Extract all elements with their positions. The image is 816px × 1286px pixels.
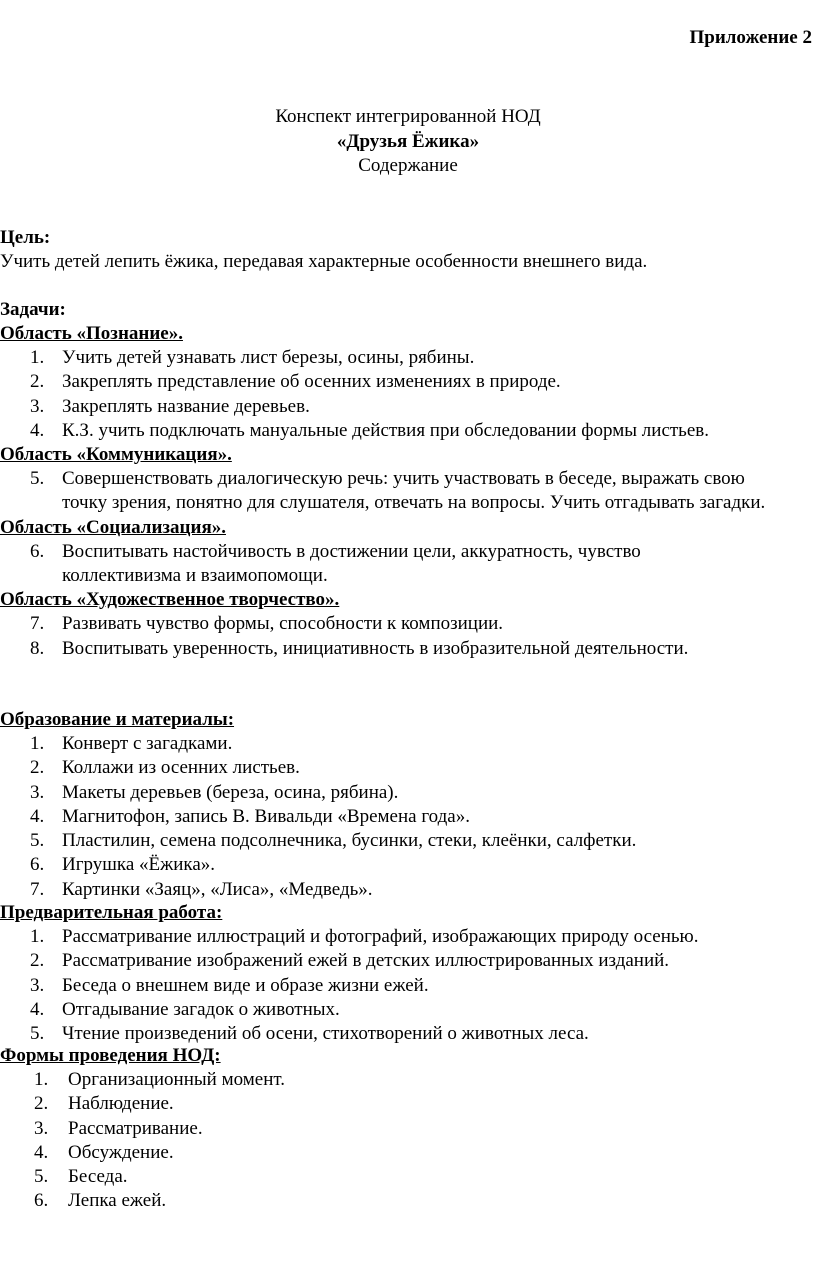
forms-list [0, 1068, 810, 1214]
goal-section [0, 226, 810, 274]
list-item [0, 395, 810, 419]
list-item [0, 1092, 810, 1116]
list-text: Воспитывать уверенность, инициативность в изобразительной деятельности. [62, 637, 689, 659]
list-number: 1. [30, 926, 45, 947]
list-number: 3. [34, 1117, 49, 1139]
area-list [0, 612, 810, 661]
list-number: 4. [30, 419, 45, 441]
list-number: 6. [30, 540, 45, 562]
appendix-label: Приложение 2 [689, 27, 812, 48]
list-number: 5. [30, 468, 45, 490]
list-item [0, 781, 810, 805]
list-number: 5. [30, 830, 45, 852]
materials-section [0, 708, 810, 902]
list-text: Организационный момент. [68, 1069, 285, 1090]
list-number: 3. [30, 974, 45, 996]
area-list [0, 540, 810, 589]
list-number: 8. [30, 637, 45, 659]
forms-title: Формы проведения НОД: [0, 1045, 221, 1066]
list-number: 2. [30, 757, 45, 779]
goal-text: Учить детей лепить ёжика, передавая характерные особенности внешнего вида. [0, 251, 648, 272]
area-title: Область «Социализация». [0, 516, 226, 538]
list-item [0, 878, 810, 902]
list-text: Чтение произведений об осени, стихотворений о животных леса. [62, 1023, 589, 1045]
tasks-section [0, 298, 810, 661]
list-item [0, 540, 810, 589]
list-number: 6. [30, 854, 45, 876]
list-item [0, 974, 810, 998]
list-text: Закреплять представление об осенних изменениях в природе. [62, 371, 561, 393]
list-number: 4. [34, 1141, 49, 1163]
list-item [0, 756, 810, 780]
list-number: 1. [34, 1069, 49, 1090]
list-text: Пластилин, семена подсолнечника, бусинки, стеки, клеёнки, салфетки. [62, 830, 637, 852]
list-item [0, 467, 810, 516]
list-item [0, 1141, 810, 1165]
list-item [0, 346, 810, 370]
goal-label: Цель: [0, 227, 51, 248]
list-text: Игрушка «Ёжика». [62, 854, 216, 876]
area-title: Область «Художественное творчество». [0, 589, 340, 611]
list-number: 1. [30, 347, 45, 368]
list-text: Наблюдение. [68, 1093, 174, 1115]
forms-section [0, 1044, 810, 1214]
doc-title-line3: Содержание [358, 155, 458, 176]
list-item [0, 1022, 810, 1046]
list-item [0, 370, 810, 394]
list-number: 4. [30, 998, 45, 1020]
list-text: Макеты деревьев (береза, осина, рябина). [62, 781, 399, 803]
list-item [0, 732, 810, 756]
area-title: Область «Познание». [0, 323, 183, 344]
list-text: Совершенствовать диалогическую речь: учить участвовать в беседе, выражать свою точку зрения, понятно для слушателя, отвечать на вопросы. Учить отгадывать загадки. [62, 468, 766, 514]
list-number: 6. [34, 1190, 49, 1212]
materials-title: Образование и материалы: [0, 709, 235, 730]
list-text: Картинки «Заяц», «Лиса», «Медведь». [62, 878, 373, 900]
list-text: Конверт с загадками. [62, 733, 233, 754]
list-item [0, 1165, 810, 1189]
list-text: Беседа. [68, 1166, 128, 1188]
list-item [0, 949, 810, 973]
list-number: 2. [30, 371, 45, 393]
preliminary-list [0, 925, 810, 1046]
list-text: Отгадывание загадок о животных. [62, 998, 340, 1020]
list-text: Развивать чувство формы, способности к композиции. [62, 613, 504, 635]
list-item [0, 853, 810, 877]
list-item [0, 925, 810, 949]
list-text: Магнитофон, запись В. Вивальди «Времена года». [62, 805, 470, 827]
area-title: Область «Коммуникация». [0, 444, 232, 466]
list-number: 5. [34, 1166, 49, 1188]
list-text: Закреплять название деревьев. [62, 395, 310, 417]
list-text: Обсуждение. [68, 1141, 174, 1163]
list-item [0, 998, 810, 1022]
list-item [0, 419, 810, 443]
list-number: 3. [30, 395, 45, 417]
area-list [0, 346, 810, 443]
list-item [0, 612, 810, 636]
list-number: 7. [30, 613, 45, 635]
list-text: Беседа о внешнем виде и образе жизни ежей. [62, 974, 429, 996]
list-number: 2. [30, 950, 45, 972]
list-text: К.З. учить подключать мануальные действия при обследовании формы листьев. [62, 419, 710, 441]
list-text: Рассматривание изображений ежей в детских иллюстрированных изданий. [62, 950, 670, 972]
list-text: Рассматривание. [68, 1117, 203, 1139]
tasks-label: Задачи: [0, 299, 66, 320]
list-number: 1. [30, 733, 45, 754]
materials-list [0, 732, 810, 902]
list-text: Учить детей узнавать лист березы, осины, рябины. [62, 347, 475, 368]
preliminary-section [0, 901, 810, 1046]
list-text: Лепка ежей. [68, 1190, 167, 1212]
doc-title-line1: Конспект интегрированной НОД [275, 106, 541, 127]
list-item [0, 1117, 810, 1141]
preliminary-title: Предварительная работа: [0, 902, 223, 923]
list-text: Коллажи из осенних листьев. [62, 757, 300, 779]
list-number: 5. [30, 1023, 45, 1045]
list-number: 7. [30, 878, 45, 900]
list-number: 4. [30, 805, 45, 827]
list-text: Рассматривание иллюстраций и фотографий, изображающих природу осенью. [62, 926, 699, 947]
list-number: 2. [34, 1093, 49, 1115]
list-item [0, 1068, 810, 1092]
area-list [0, 467, 810, 516]
list-item [0, 829, 810, 853]
list-item [0, 1189, 810, 1213]
list-text: Воспитывать настойчивость в достижении цели, аккуратность, чувство коллективизма и взаимопомощи. [62, 540, 641, 587]
list-item [0, 805, 810, 829]
list-item [0, 637, 810, 661]
doc-title-line2: «Друзья Ёжика» [336, 131, 480, 152]
list-number: 3. [30, 781, 45, 803]
